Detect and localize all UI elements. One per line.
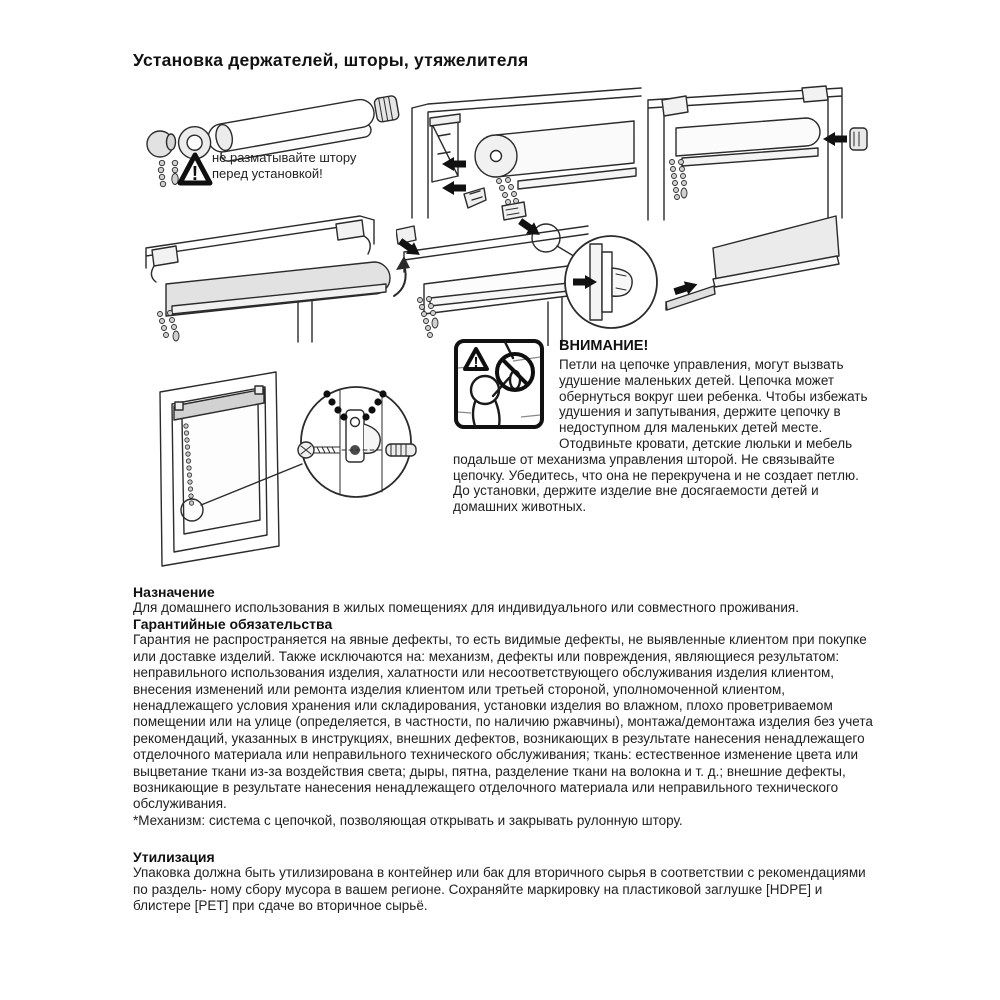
figure-chain-tensioner — [136, 358, 436, 586]
figure-rotate-roller — [128, 204, 420, 344]
figure-weight-bar — [656, 206, 884, 334]
child-strangulation-warning-icon — [453, 338, 545, 430]
section-heading-purpose: Назначение — [133, 584, 215, 600]
mechanism-footnote: *Механизм: система с цепочкой, позволяющая открывать и закрывать рулонную штору. — [133, 812, 683, 828]
clip-brackets-icon — [396, 196, 664, 346]
svg-text:!: ! — [473, 354, 479, 371]
section-heading-warranty: Гарантийные обязательства — [133, 616, 333, 633]
section-heading-disposal: Утилизация — [133, 849, 215, 866]
rotate-roller-icon — [128, 204, 420, 344]
page-title: Установка держателей, шторы, утяжелителя — [133, 50, 529, 70]
chain-tensioner-icon — [136, 358, 436, 586]
weight-bar-icon — [656, 206, 884, 334]
side-cap-icon — [628, 84, 876, 222]
purpose-text: Для домашнего использования в жилых помещениях для индивидуального или совместного проживания. — [133, 600, 799, 615]
arrow-left-icon — [823, 132, 847, 146]
figure-caption-do-not-unroll: не разматывайте штору перед установкой! — [212, 150, 357, 181]
figure-side-cap — [628, 84, 876, 222]
text-sections — [133, 584, 877, 915]
attention-title: ВНИМАНИЕ! — [559, 338, 649, 354]
warranty-text: Гарантия не распространяется на явные дефекты, то есть видимые дефекты, не выявленные клиентом при покупке или доставке изделий. Также исключаются на: механизм, дефекты или повреждения, являющиеся результатом: неправильного использования изделия, халатности или несоответствующего обслуживания изделия клиентом, внесения изменений или ремонта изделия клиентом или третьей стороной, уполномоченной клиентом, ненадлежащего условия хранения или складирования, установки изделия во влажном, плохо проветриваемом помещении или на улице (определяется, в частности, по наличию ржавчины), монтажа/демонтажа изделия без учета рекомендаций, указанных в инструкциях, внешних дефектов, возникающих в результате нанесения ненадлежащего отделочного материала или неправильного технического обслуживания; ткань: естественное изменение цвета или выцветание ткани из-за воздействия света; дыры, пятна, разделение ткани на волокна и т. д.; внешние дефекты, возникающие в результате нанесения ненадлежащего отделочного материала или неправильного технического обслуживания. — [133, 632, 873, 812]
roller-parts-icon — [140, 86, 420, 208]
warning-triangle-icon — [180, 155, 210, 185]
figure-roller-parts — [140, 86, 420, 208]
disposal-text: Упаковка должна быть утилизирована в контейнер или бак для вторичного сырья в соответствии с рекомендациями по раздель- ному сбору мусора в вашем регионе. Сохраняйте маркировку на пластиковой заглушке [HDPE] и блистере [PET] при сдаче во вторичное сырьё. — [133, 865, 866, 914]
figure-clip-brackets — [396, 196, 664, 346]
attention-text: Петли на цепочке управления, могут вызвать удушение маленьких детей. Цепочка может обернуться вокруг шеи ребенка. Чтобы избежать удушения и запутывания, держите цепочку в недоступном для маленьких детей месте. Отодвиньте кровати, детские люльки и мебель подальше от механизма управления шторой. Не связывайте цепочку. Убедитесь, что она не перекручена и не создает петлю. До установки, держите изделие вне досягаемости детей и домашних животных. — [453, 357, 868, 515]
svg-text:!: ! — [191, 163, 199, 185]
attention-block — [453, 336, 877, 515]
